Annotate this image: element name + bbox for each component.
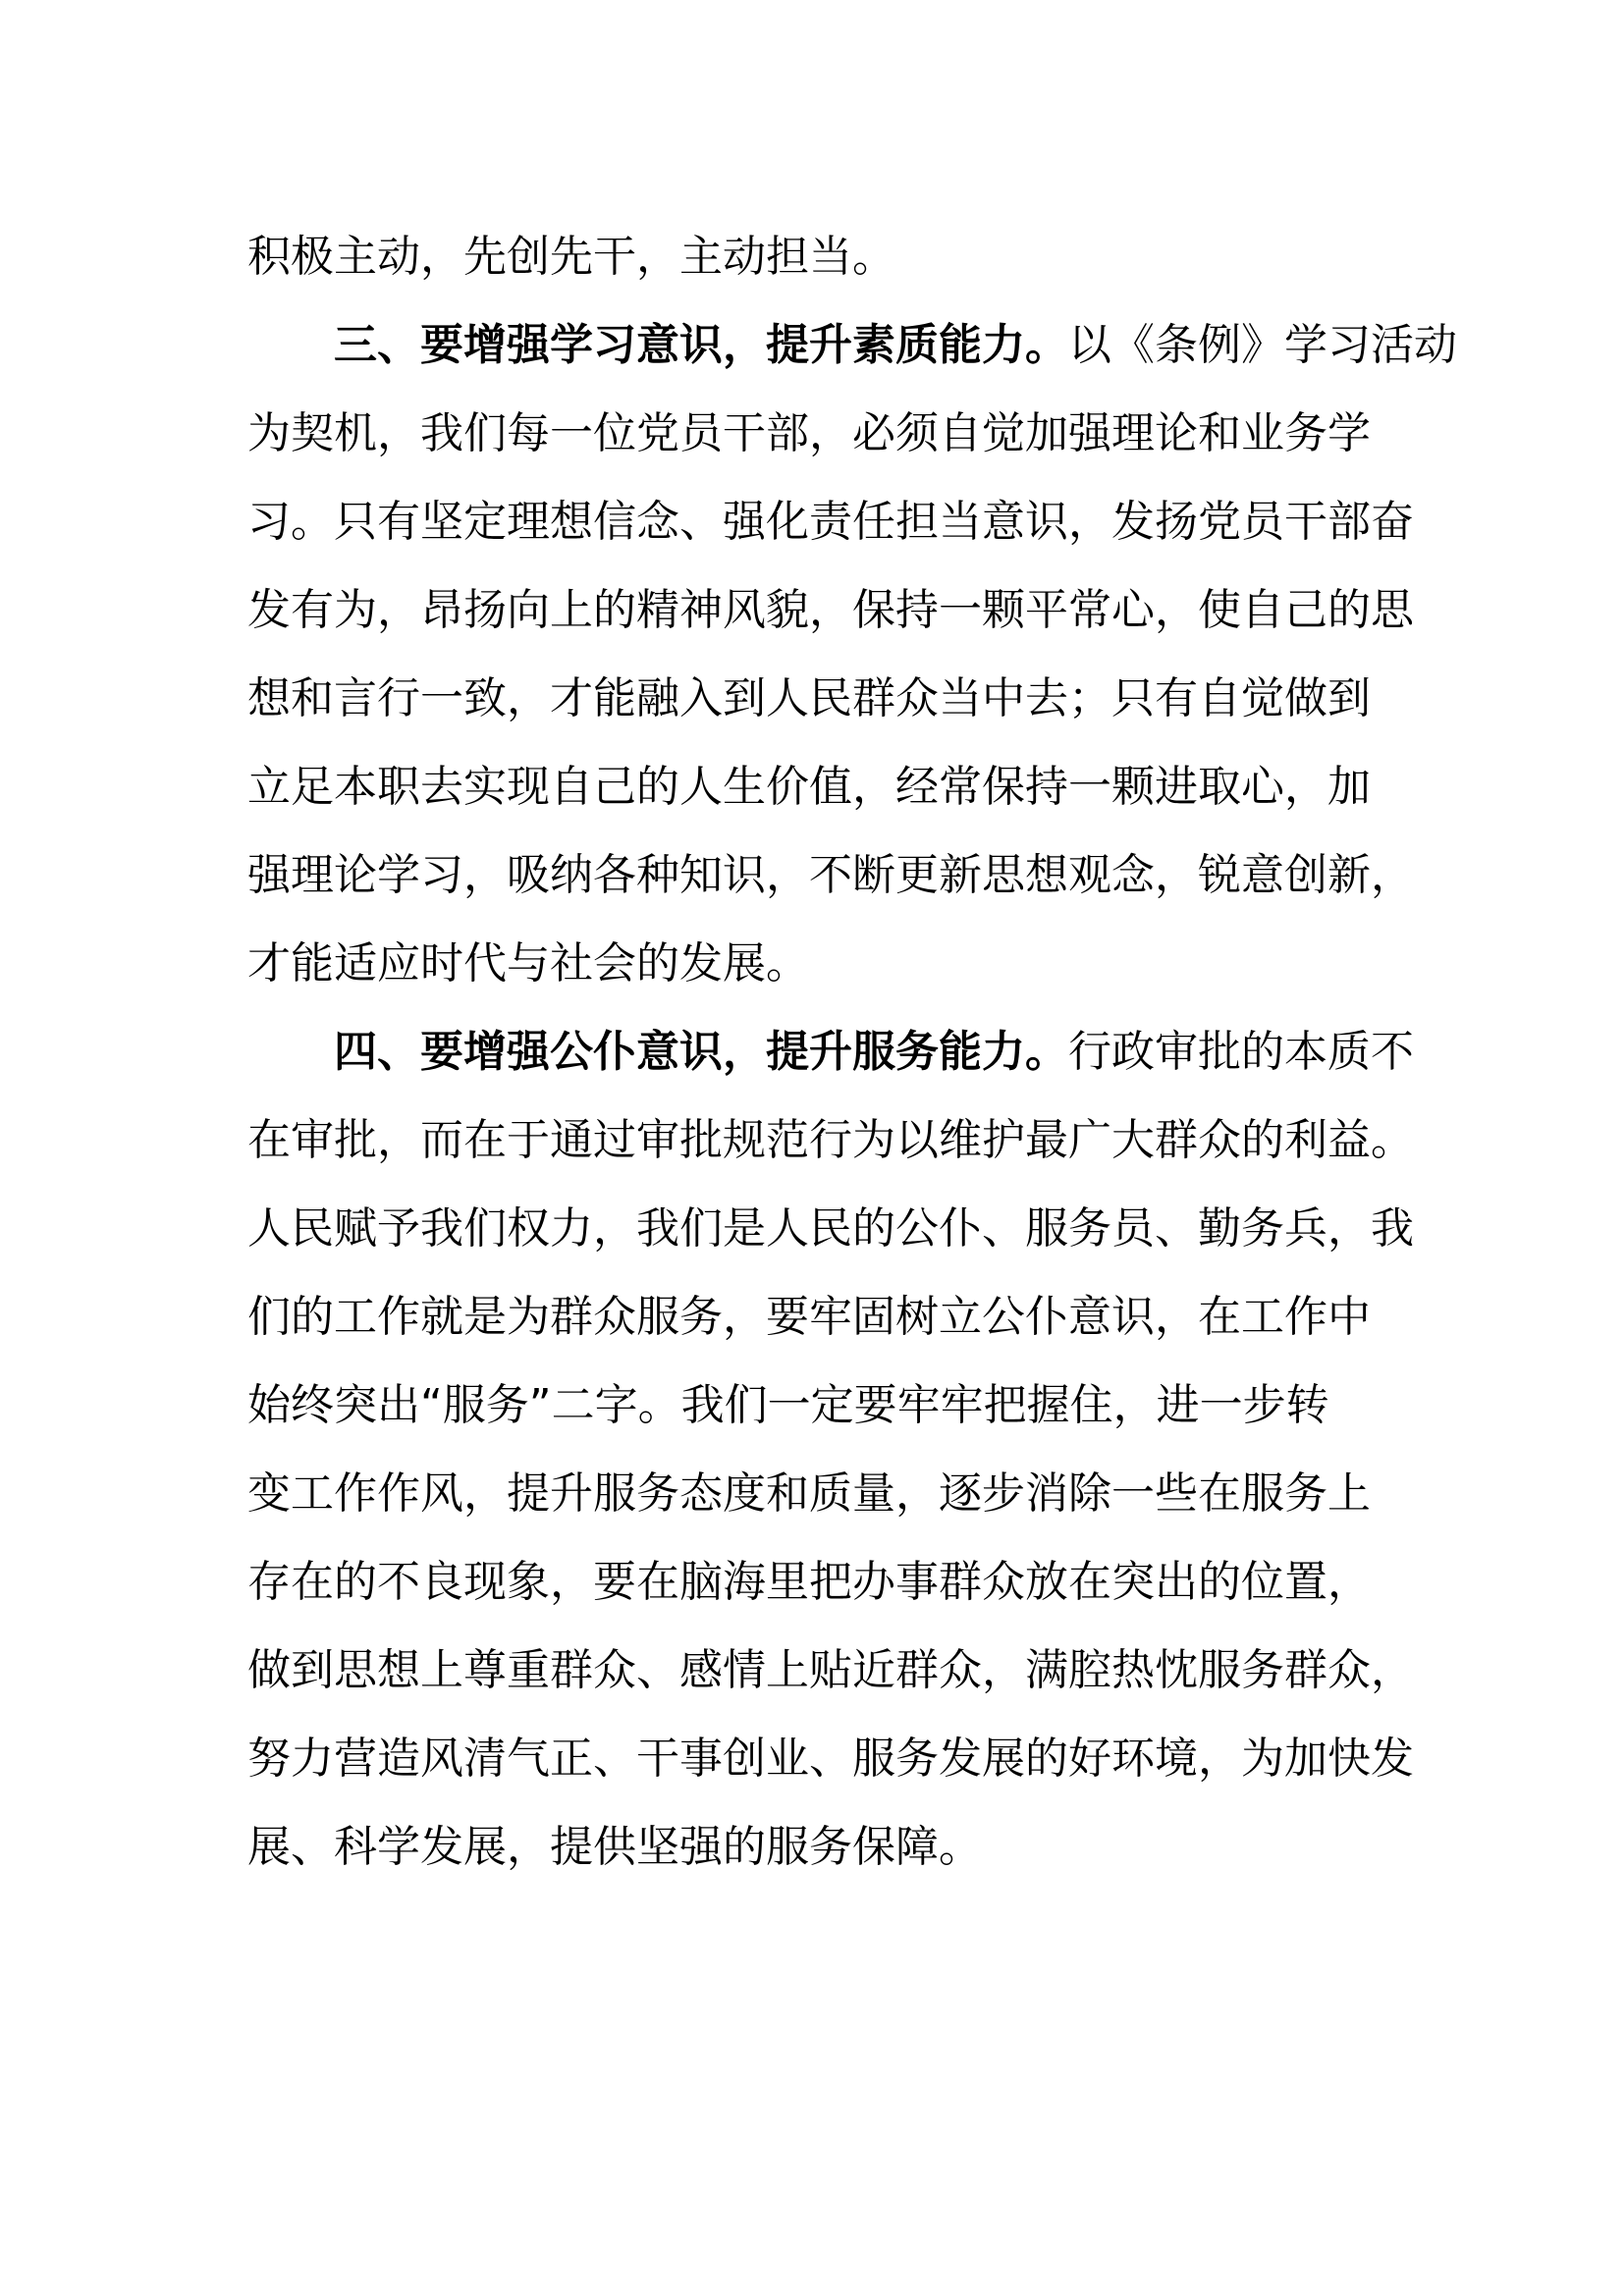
section-3-heading: 三、要增强学习意识，提升素质能力。 bbox=[334, 320, 1068, 370]
text-line: 立足本职去实现自己的人生价值，经常保持一颗进取心，加 bbox=[247, 762, 1371, 812]
text-line: 在审批，而在于通过审批规范行为以维护最广大群众的利益。 bbox=[247, 1115, 1414, 1165]
text-line: 想和言行一致，才能融入到人民群众当中去；只有自觉做到 bbox=[247, 673, 1371, 723]
text-line: 努力营造风清气正、干事创业、服务发展的好环境，为加快发 bbox=[247, 1734, 1414, 1784]
text-line: 为契机，我们每一位党员干部，必须自觉加强理论和业务学 bbox=[247, 408, 1371, 458]
text-line: 们的工作就是为群众服务，要牢固树立公仆意识，在工作中 bbox=[247, 1292, 1371, 1342]
text-line: 积极主动，先创先干，主动担当。 bbox=[247, 232, 895, 282]
text-line: 存在的不良现象，要在脑海里把办事群众放在突出的位置， bbox=[247, 1557, 1371, 1607]
section-4-lead: 行政审批的本质不 bbox=[1068, 1027, 1414, 1077]
text-line: 人民赋予我们权力，我们是人民的公仆、服务员、勤务兵，我 bbox=[247, 1203, 1414, 1254]
section-4-first-line bbox=[247, 1023, 1414, 1082]
text-line: 才能适应时代与社会的发展。 bbox=[247, 938, 809, 988]
section-4-heading: 四、要增强公仆意识，提升服务能力。 bbox=[334, 1027, 1068, 1077]
section-3-first-line bbox=[247, 316, 1457, 375]
text-line: 习。只有坚定理想信念、强化责任担当意识，发扬党员干部奋 bbox=[247, 497, 1414, 547]
text-line: 始终突出“服务”二字。我们一定要牢牢把握住，进一步转 bbox=[247, 1380, 1329, 1430]
text-line: 变工作作风，提升服务态度和质量，逐步消除一些在服务上 bbox=[247, 1468, 1371, 1519]
text-line: 做到思想上尊重群众、感情上贴近群众，满腔热忱服务群众， bbox=[247, 1645, 1414, 1695]
text-line: 发有为，昂扬向上的精神风貌，保持一颗平常心，使自己的思 bbox=[247, 585, 1414, 635]
section-3-lead: 以《条例》学习活动 bbox=[1068, 320, 1457, 370]
text-line: 强理论学习，吸纳各种知识，不断更新思想观念，锐意创新， bbox=[247, 850, 1414, 900]
text-line: 展、科学发展，提供坚强的服务保障。 bbox=[247, 1822, 982, 1872]
